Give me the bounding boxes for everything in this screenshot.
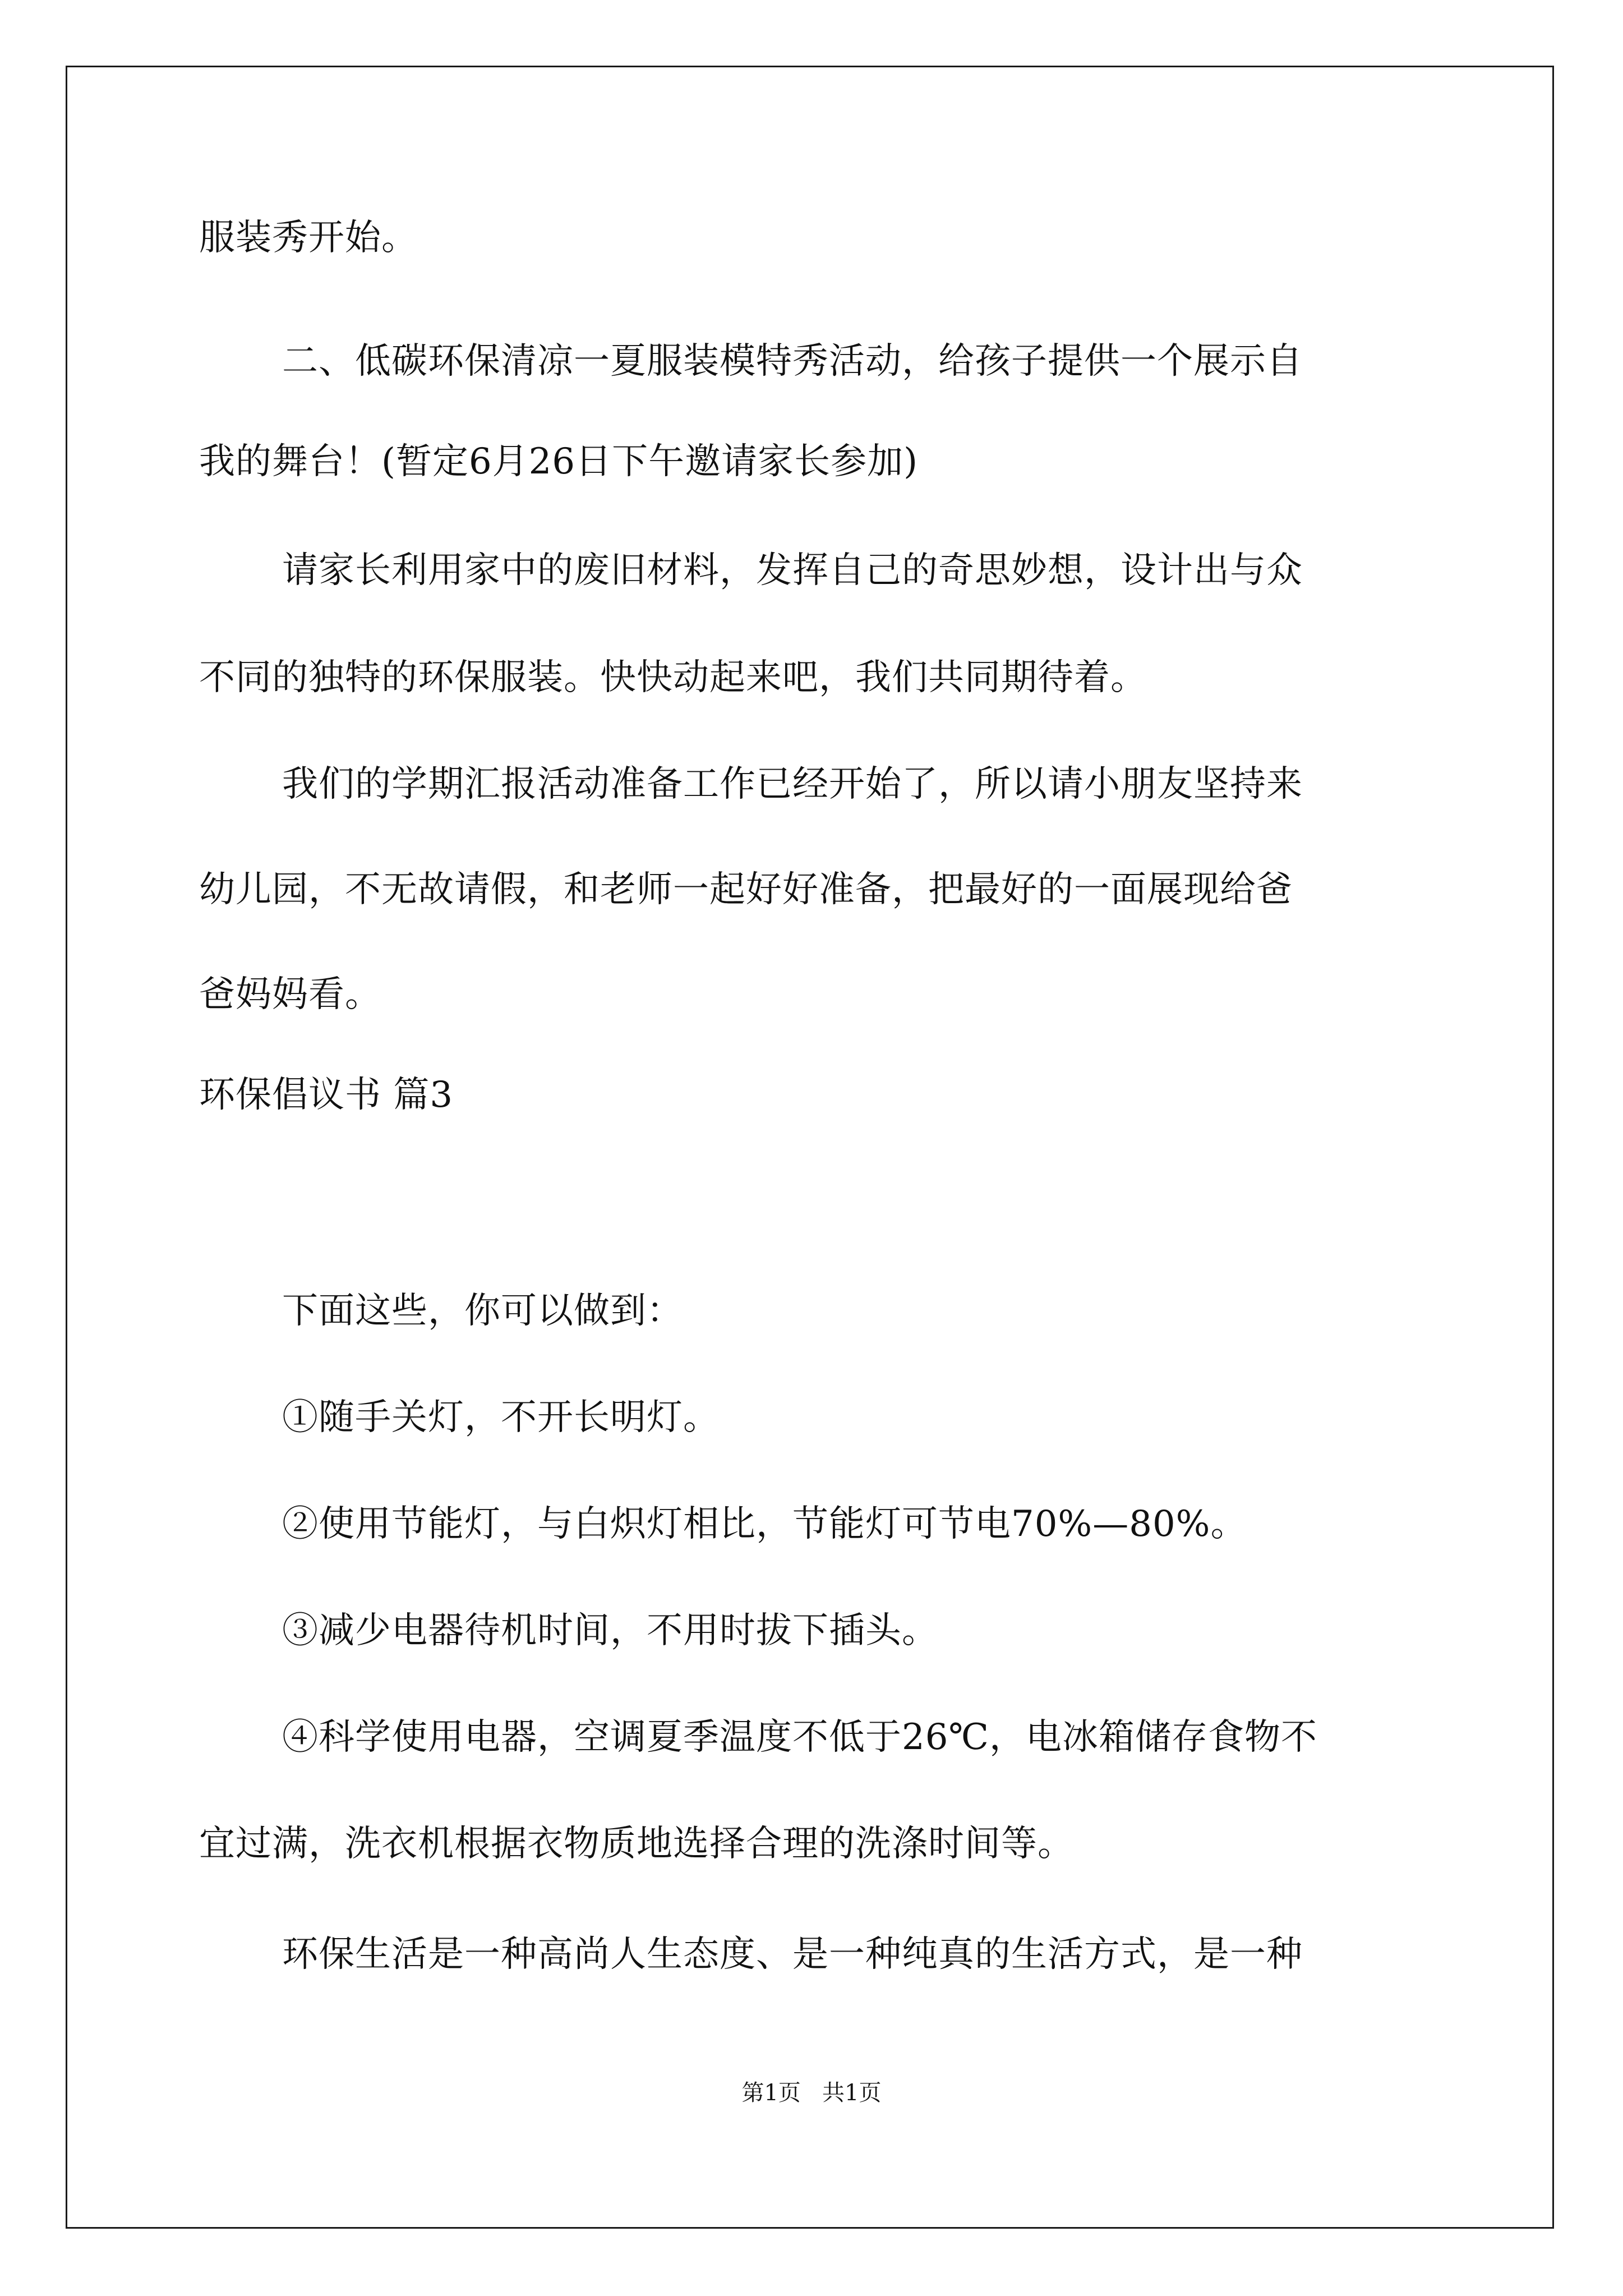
paragraph-line: 环保生活是一种高尚人生态度、是一种纯真的生活方式，是一种 [282, 1934, 1303, 1975]
list-item: ①随手关灯，不开长明灯。 [282, 1397, 720, 1438]
section-heading: 环保倡议书 篇3 [199, 1074, 454, 1116]
paragraph-line: 不同的独特的环保服装。快快动起来吧，我们共同期待着。 [199, 657, 1147, 698]
paragraph-line: 爸妈妈看。 [199, 974, 381, 1015]
paragraph-line: 请家长利用家中的废旧材料，发挥自己的奇思妙想，设计出与众 [282, 550, 1303, 591]
paragraph-line: 宜过满，洗衣机根据衣物质地选择合理的洗涤时间等。 [199, 1823, 1074, 1865]
page-footer: 第1页 共1页 [741, 2080, 882, 2106]
page-border [66, 66, 1554, 2229]
paragraph-line: 二、低碳环保清凉一夏服装模特秀活动，给孩子提供一个展示自 [282, 341, 1303, 382]
paragraph-line: 我的舞台！(暂定6月26日下午邀请家长参加) [199, 441, 919, 482]
paragraph-line: 幼儿园，不无故请假，和老师一起好好准备，把最好的一面展现给爸 [199, 869, 1293, 910]
paragraph-line: 下面这些，你可以做到： [282, 1290, 683, 1332]
list-item: ③减少电器待机时间，不用时拔下插头。 [282, 1610, 938, 1651]
paragraph-line: 我们的学期汇报活动准备工作已经开始了，所以请小朋友坚持来 [282, 763, 1303, 805]
list-item: ②使用节能灯，与白炽灯相比，节能灯可节电70%—80%。 [282, 1503, 1247, 1545]
list-item: ④科学使用电器，空调夏季温度不低于26℃，电冰箱储存食物不 [282, 1717, 1318, 1758]
paragraph-line: 服装秀开始。 [199, 217, 418, 259]
